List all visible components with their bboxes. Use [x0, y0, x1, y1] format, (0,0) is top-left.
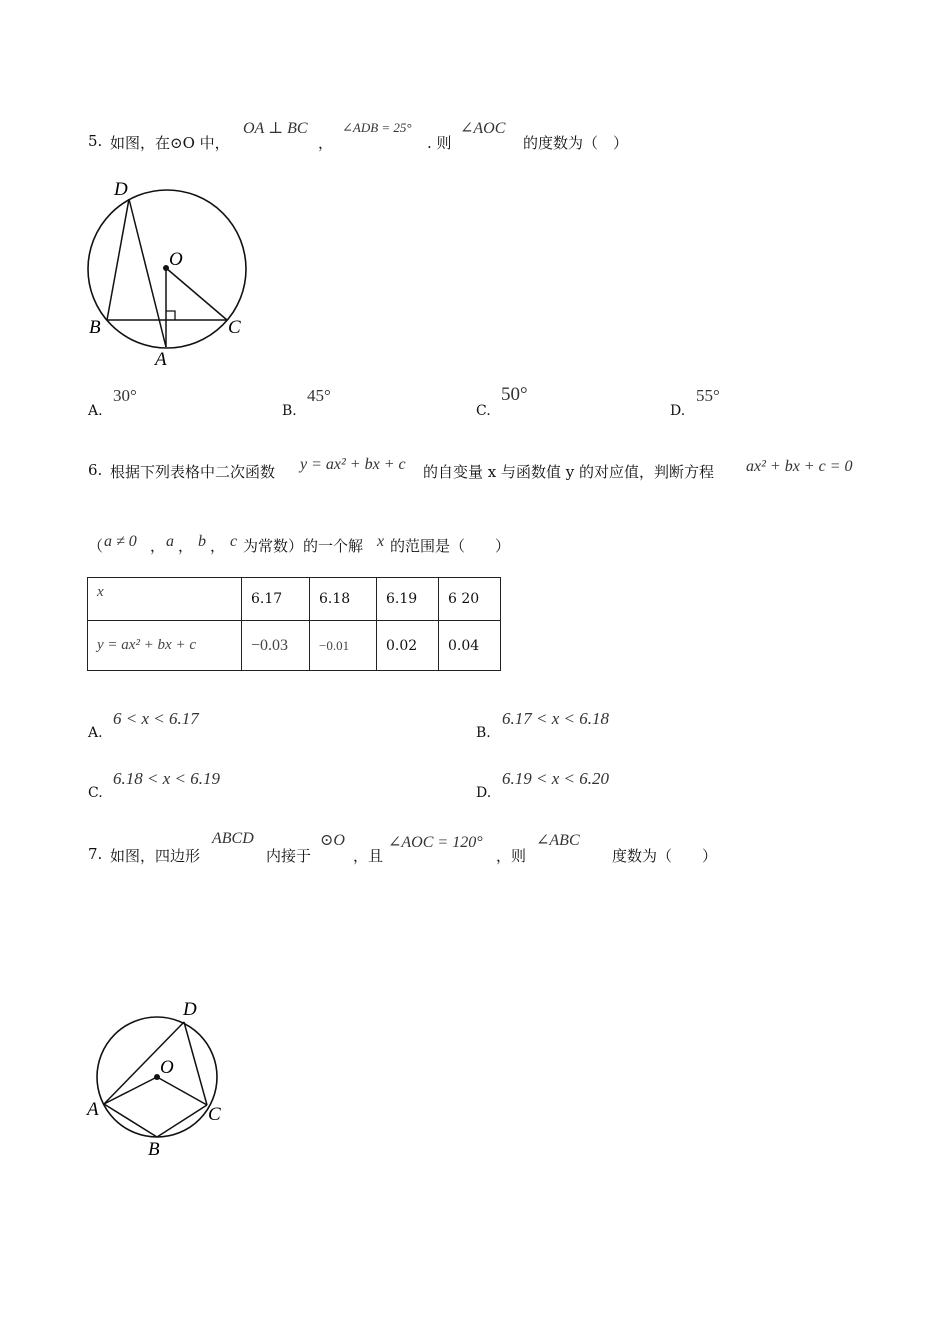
q7-text-a: 如图，四边形 [110, 847, 201, 865]
q7-figure-inscribed-quadrilateral [80, 992, 250, 1162]
q5-number: 5. [88, 132, 103, 150]
q5-right-angle-mark [166, 311, 175, 320]
q5-figure-circle-diagram [80, 172, 260, 372]
q7-label-C: C [208, 1104, 221, 1125]
q7-segment-AO [104, 1077, 157, 1104]
q6-option-d-label[interactable]: D. [476, 785, 492, 801]
q5-option-c-value[interactable]: 50° [501, 384, 528, 405]
q6-option-a-label[interactable]: A. [88, 725, 103, 741]
q5-option-d-label[interactable]: D. [670, 403, 686, 419]
q7-target-angle: ∠ABC [536, 832, 580, 849]
q6-table-cell: 6.18 [310, 578, 377, 621]
q5-option-c-label[interactable]: C. [476, 403, 491, 419]
q6-line2-comma-1: ， [150, 537, 166, 555]
q6-var-b: b [198, 533, 206, 550]
q6-line2-comma-3: ， [210, 537, 226, 555]
q6-function: y = ax² + bx + c [300, 456, 406, 473]
q6-table-cell: 0.04 [439, 621, 501, 671]
q6-var-c: c [230, 533, 238, 550]
q6-text-a: 根据下列表格中二次函数 [110, 463, 276, 481]
q7-condition: ∠AOC = 120° [388, 834, 483, 851]
q5-segment-DA [129, 199, 166, 347]
q5-target-angle: ∠AOC [460, 120, 506, 137]
q7-circle: ⊙O [320, 832, 345, 849]
q6-option-d-value[interactable]: 6.19 < x < 6.20 [502, 769, 609, 788]
q5-separator: ， [318, 134, 334, 152]
q5-label-A: A [155, 349, 167, 370]
q5-text-c: 的度数为（ ） [523, 134, 629, 152]
q6-line2-text-e: 为常数）的一个解 [243, 537, 364, 555]
q6-line2-text-f: 的范围是（ ） [390, 537, 511, 555]
q6-table-cell: 6.19 [377, 578, 439, 621]
q5-label-B: B [89, 317, 101, 338]
q7-text-d: ，则 [496, 847, 527, 865]
q6-table-cell: −0.03 [242, 621, 310, 671]
q6-line2-comma-2: ， [178, 537, 194, 555]
q5-label-D: D [114, 179, 128, 200]
q5-option-a-label[interactable]: A. [88, 403, 103, 419]
q7-segment-DC [184, 1022, 207, 1105]
q6-table-cell: 6.17 [242, 578, 310, 621]
q6-table-header-y: y = ax² + bx + c [88, 621, 242, 671]
q5-condition-angle: ∠ADB = 25° [342, 120, 412, 135]
q7-text-b: 内接于 [266, 847, 312, 865]
q5-segment-DB [107, 199, 129, 320]
q5-condition-perpendicular: OA ⊥ BC [243, 120, 308, 137]
q7-label-O: O [160, 1057, 174, 1078]
q7-shape: ABCD [212, 830, 254, 847]
q6-value-table [87, 577, 501, 671]
q6-table-cell: −0.01 [310, 621, 377, 671]
q6-condition: a ≠ 0 [104, 533, 137, 550]
q6-option-b-value[interactable]: 6.17 < x < 6.18 [502, 709, 609, 728]
q6-table-cell: 6 20 [439, 578, 501, 621]
q5-text-a: 如图，在⊙O 中， [110, 134, 230, 152]
table-row [88, 621, 501, 671]
q6-text-b: 的自变量 x 与函数值 y 的对应值，判断方程 [423, 463, 715, 481]
q7-text-e: 度数为（ ） [612, 847, 718, 865]
q6-option-c-label[interactable]: C. [88, 785, 103, 801]
q6-number: 6. [88, 461, 103, 479]
q6-option-a-value[interactable]: 6 < x < 6.17 [113, 709, 199, 728]
q6-table-cell: 0.02 [377, 621, 439, 671]
q7-label-A: A [87, 1099, 99, 1120]
q5-text-b: . 则 [427, 134, 452, 152]
q7-number: 7. [88, 845, 103, 863]
q6-var-x: x [377, 533, 385, 550]
q7-text-c: ，且 [353, 847, 384, 865]
q6-table-header-x: x [88, 578, 242, 621]
q6-option-b-label[interactable]: B. [476, 725, 491, 741]
q6-var-a: a [166, 533, 174, 550]
q5-option-d-value[interactable]: 55° [696, 386, 720, 405]
q7-segment-OC [157, 1077, 207, 1105]
q6-option-c-value[interactable]: 6.18 < x < 6.19 [113, 769, 220, 788]
q5-option-b-value[interactable]: 45° [307, 386, 331, 405]
q5-option-a-value[interactable]: 30° [113, 386, 137, 405]
q5-label-C: C [228, 317, 241, 338]
q7-label-B: B [148, 1139, 160, 1160]
q6-line2-open: （ [88, 537, 104, 555]
q5-option-b-label[interactable]: B. [282, 403, 297, 419]
q5-label-O: O [169, 249, 183, 270]
q7-segment-AB [104, 1104, 157, 1137]
q7-label-D: D [183, 999, 197, 1020]
q6-equation: ax² + bx + c = 0 [746, 458, 853, 475]
table-row [88, 578, 501, 621]
